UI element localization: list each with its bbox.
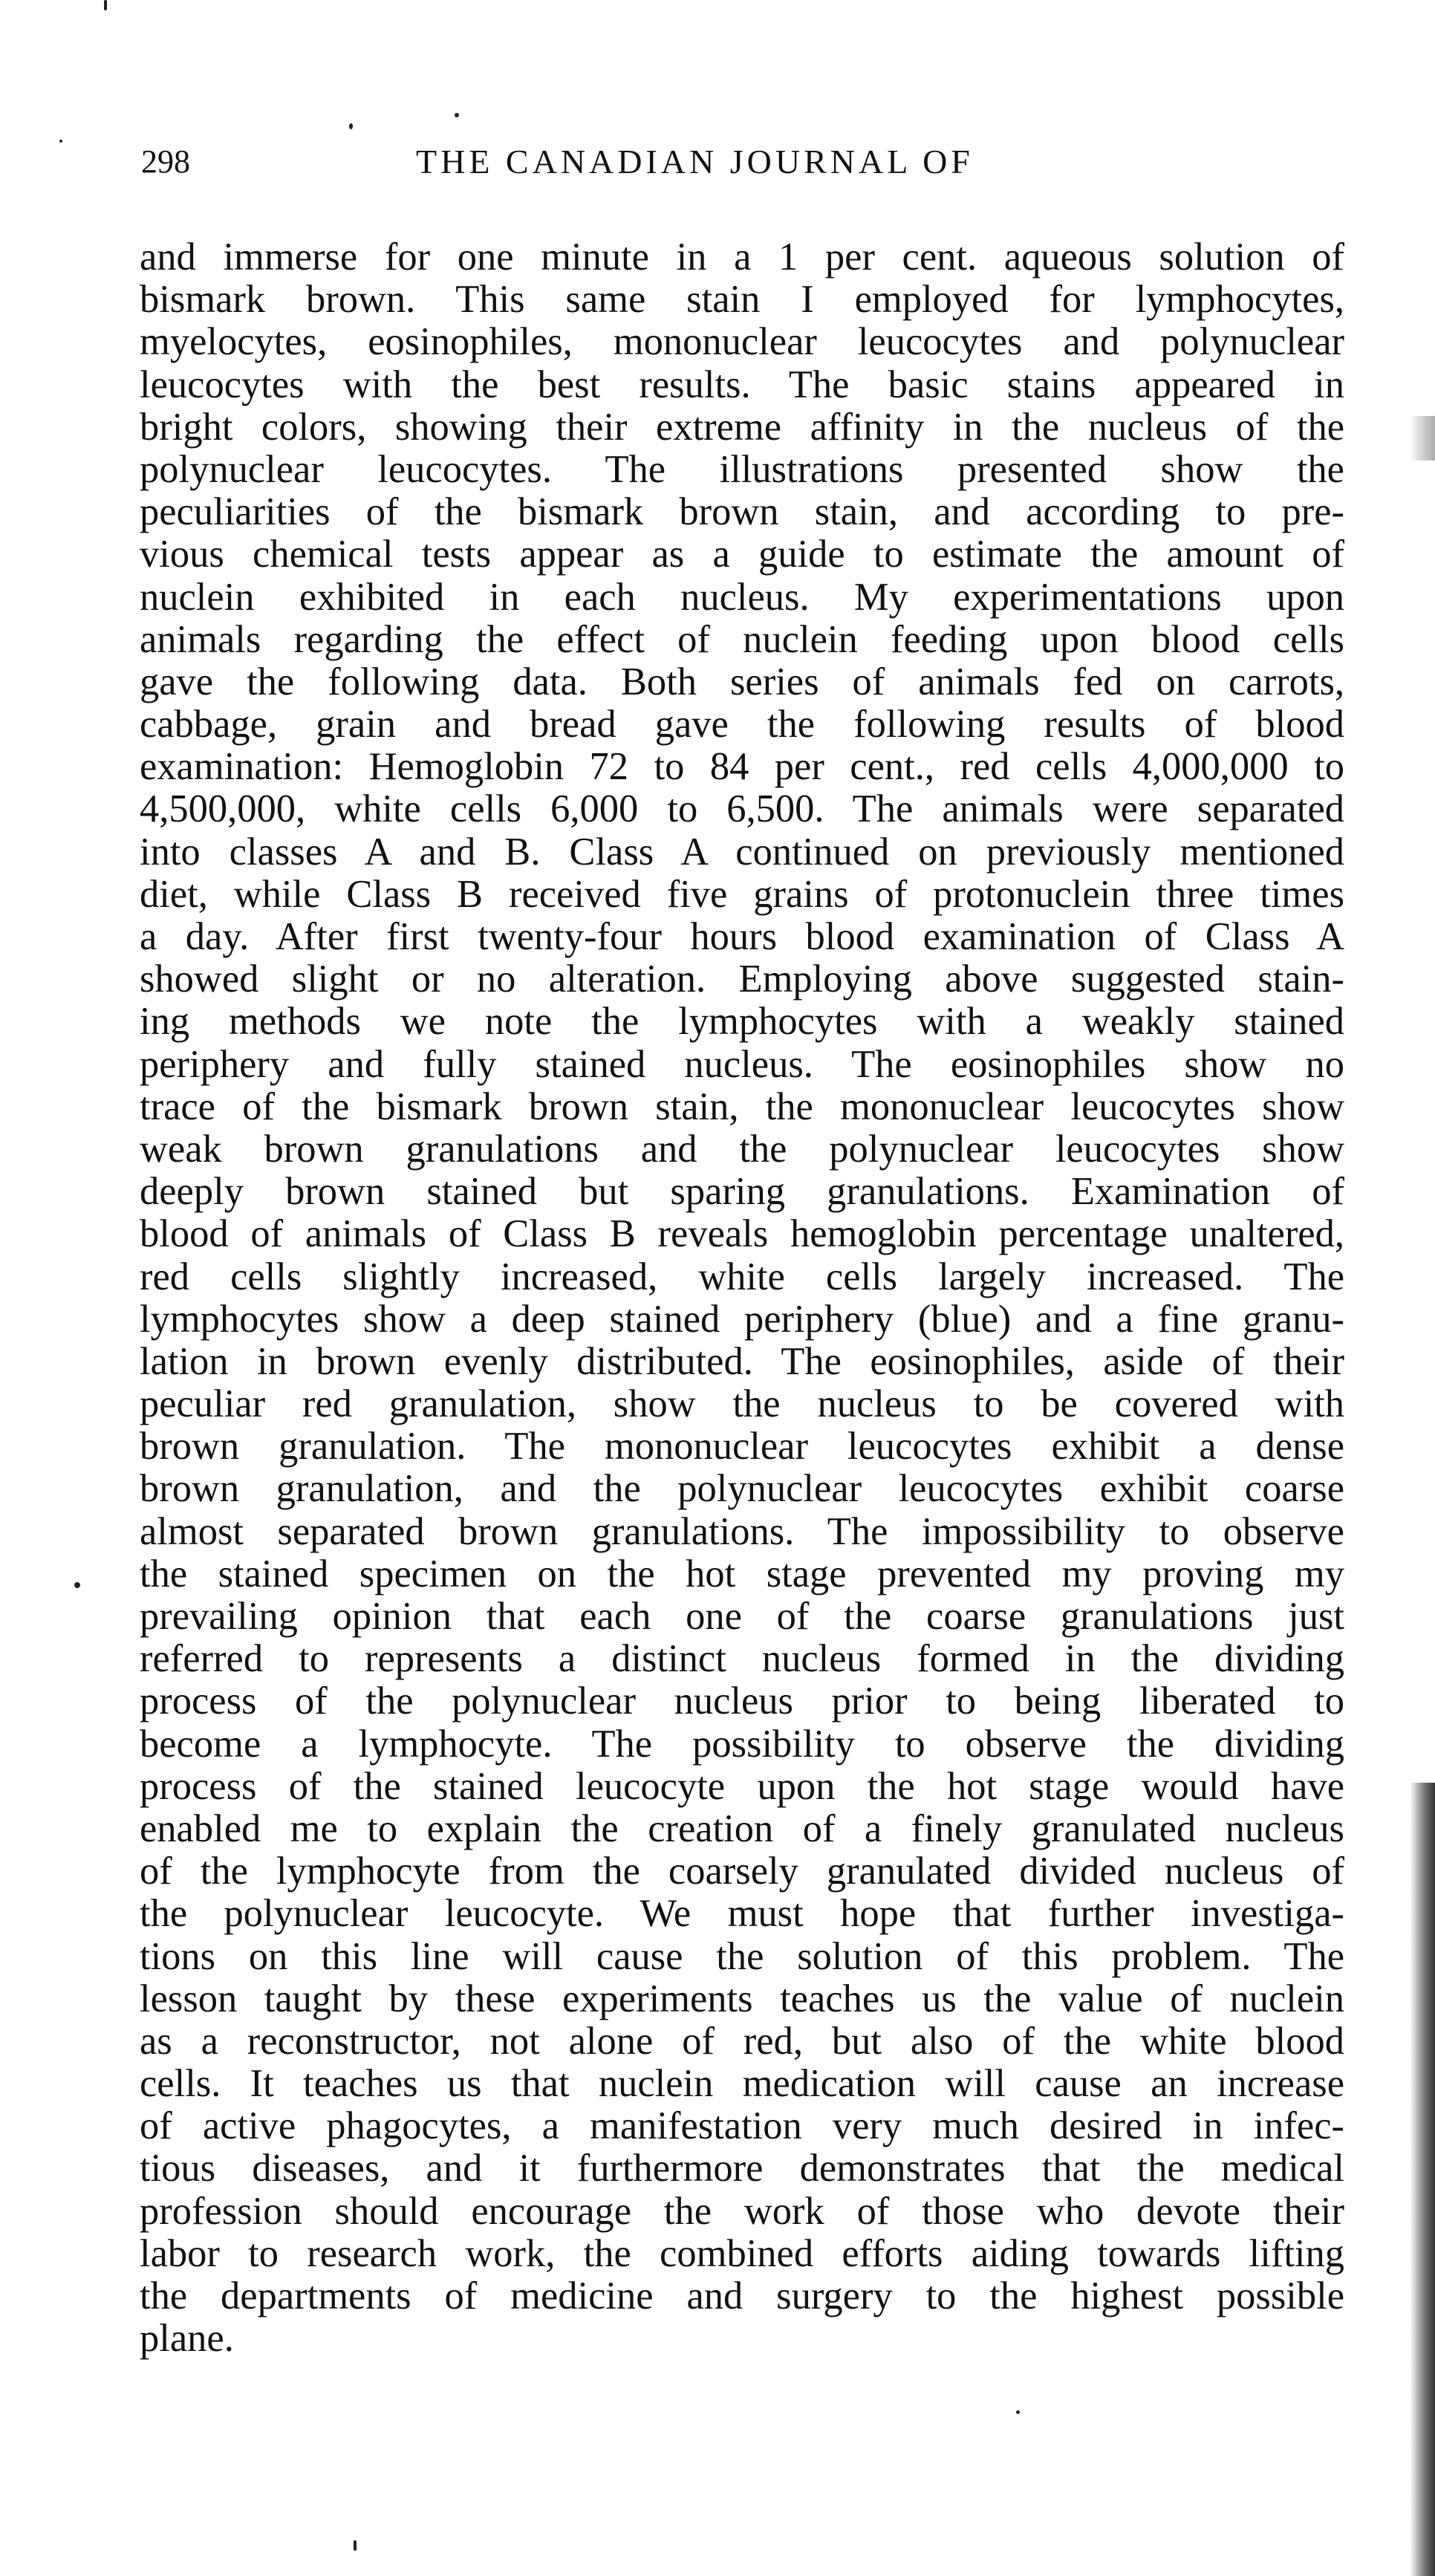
text-line: plane. — [140, 2317, 234, 2361]
page-edge-shadow — [1410, 1783, 1435, 2576]
text-line: peculiar red granulation, show the nucleus to be covered with — [140, 1382, 1344, 1426]
text-line: as a reconstructor, not alone of red, but also of the white blood — [140, 2019, 1344, 2063]
text-line: vious chemical tests appear as a guide to estimate the amount of — [140, 533, 1344, 576]
text-line: 4,500,000, white cells 6,000 to 6,500. The animals were separated — [140, 787, 1344, 831]
text-line: leucocytes with the best results. The basic stains appeared in — [140, 362, 1344, 406]
text-line: weak brown granulations and the polynuclear leucocytes show — [140, 1127, 1344, 1171]
scan-speck — [1016, 2410, 1020, 2414]
journal-title: THE CANADIAN JOURNAL OF — [416, 143, 974, 180]
scan-speck — [104, 0, 107, 10]
text-line: process of the polynuclear nucleus prior to being liberated to — [140, 1679, 1344, 1723]
text-line: enabled me to explain the creation of a finely granulated nucleus — [140, 1806, 1344, 1850]
text-line: examination: Hemoglobin 72 to 84 per cent., red cells 4,000,000 to — [140, 745, 1344, 789]
scan-speck — [349, 123, 353, 129]
text-line: peculiarities of the bismark brown stain, and according to pre- — [140, 490, 1344, 534]
text-line: gave the following data. Both series of animals fed on carrots, — [140, 660, 1344, 703]
text-line: deeply brown stained but sparing granulations. Examination of — [140, 1170, 1344, 1214]
text-line: brown granulation, and the polynuclear leucocytes exhibit coarse — [140, 1467, 1344, 1511]
text-line: tions on this line will cause the solution of this problem. The — [140, 1934, 1344, 1978]
text-line: tious diseases, and it furthermore demonstrates that the medical — [140, 2147, 1344, 2190]
text-line: labor to research work, the combined efforts aiding towards lifting — [140, 2231, 1344, 2275]
running-head — [141, 140, 1344, 184]
text-line: the stained specimen on the hot stage prevented my proving my — [140, 1552, 1344, 1596]
text-line: myelocytes, eosinophiles, mononuclear leucocytes and polynuclear — [140, 320, 1344, 364]
text-line: lesson taught by these experiments teaches us the value of nuclein — [140, 1977, 1344, 2020]
text-line: ing methods we note the lymphocytes with a weakly stained — [140, 1000, 1344, 1044]
text-line: blood of animals of Class B reveals hemoglobin percentage unaltered, — [140, 1212, 1344, 1256]
text-line: animals regarding the effect of nuclein feeding upon blood cells — [140, 617, 1344, 661]
text-line: diet, while Class B received five grains of protonuclein three times — [140, 872, 1344, 916]
text-line: showed slight or no alteration. Employing above suggested stain- — [140, 957, 1344, 1001]
text-line: lymphocytes show a deep stained periphery (blue) and a fine granu- — [140, 1297, 1344, 1341]
body-text — [140, 236, 1344, 2360]
page-edge-shadow — [1410, 416, 1435, 461]
text-line: of active phagocytes, a manifestation very much desired in infec- — [140, 2104, 1344, 2148]
text-line: cells. It teaches us that nuclein medication will cause an increase — [140, 2062, 1344, 2106]
text-line: brown granulation. The mononuclear leucocytes exhibit a dense — [140, 1425, 1344, 1468]
scan-speck — [354, 2540, 357, 2551]
text-line: polynuclear leucocytes. The illustrations presented show the — [140, 447, 1344, 491]
text-line: lation in brown evenly distributed. The eosinophiles, aside of their — [140, 1339, 1344, 1383]
text-line: cabbage, grain and bread gave the following results of blood — [140, 703, 1344, 747]
text-line: bright colors, showing their extreme affinity in the nucleus of the — [140, 405, 1344, 449]
text-line: and immerse for one minute in a 1 per cent. aqueous solution of — [140, 235, 1344, 279]
text-line: referred to represents a distinct nucleus formed in the dividing — [140, 1637, 1344, 1681]
text-line: nuclein exhibited in each nucleus. My experimentations upon — [140, 575, 1344, 619]
text-line: red cells slightly increased, white cells largely increased. The — [140, 1255, 1344, 1298]
text-line: bismark brown. This same stain I employed for lymphocytes, — [140, 278, 1344, 322]
scan-speck — [455, 113, 459, 117]
text-line: periphery and fully stained nucleus. The eosinophiles show no — [140, 1042, 1344, 1086]
page-number: 298 — [141, 143, 190, 180]
scan-speck — [59, 140, 62, 143]
text-line: the polynuclear leucocyte. We must hope that further investiga- — [140, 1892, 1344, 1936]
text-line: prevailing opinion that each one of the coarse granulations just — [140, 1595, 1344, 1638]
scan-speck — [74, 1582, 80, 1588]
text-line: trace of the bismark brown stain, the mononuclear leucocytes show — [140, 1084, 1344, 1128]
text-line: process of the stained leucocyte upon the hot stage would have — [140, 1764, 1344, 1808]
text-line: become a lymphocyte. The possibility to observe the dividing — [140, 1722, 1344, 1766]
text-line: almost separated brown granulations. The impossibility to observe — [140, 1509, 1344, 1553]
text-line: into classes A and B. Class A continued on previously mentioned — [140, 830, 1344, 874]
text-line: a day. After first twenty-four hours blood examination of Class A — [140, 915, 1344, 958]
text-line: of the lymphocyte from the coarsely granulated divided nucleus of — [140, 1850, 1344, 1893]
text-line: the departments of medicine and surgery to the highest possible — [140, 2274, 1344, 2318]
text-line: profession should encourage the work of those who devote their — [140, 2189, 1344, 2233]
